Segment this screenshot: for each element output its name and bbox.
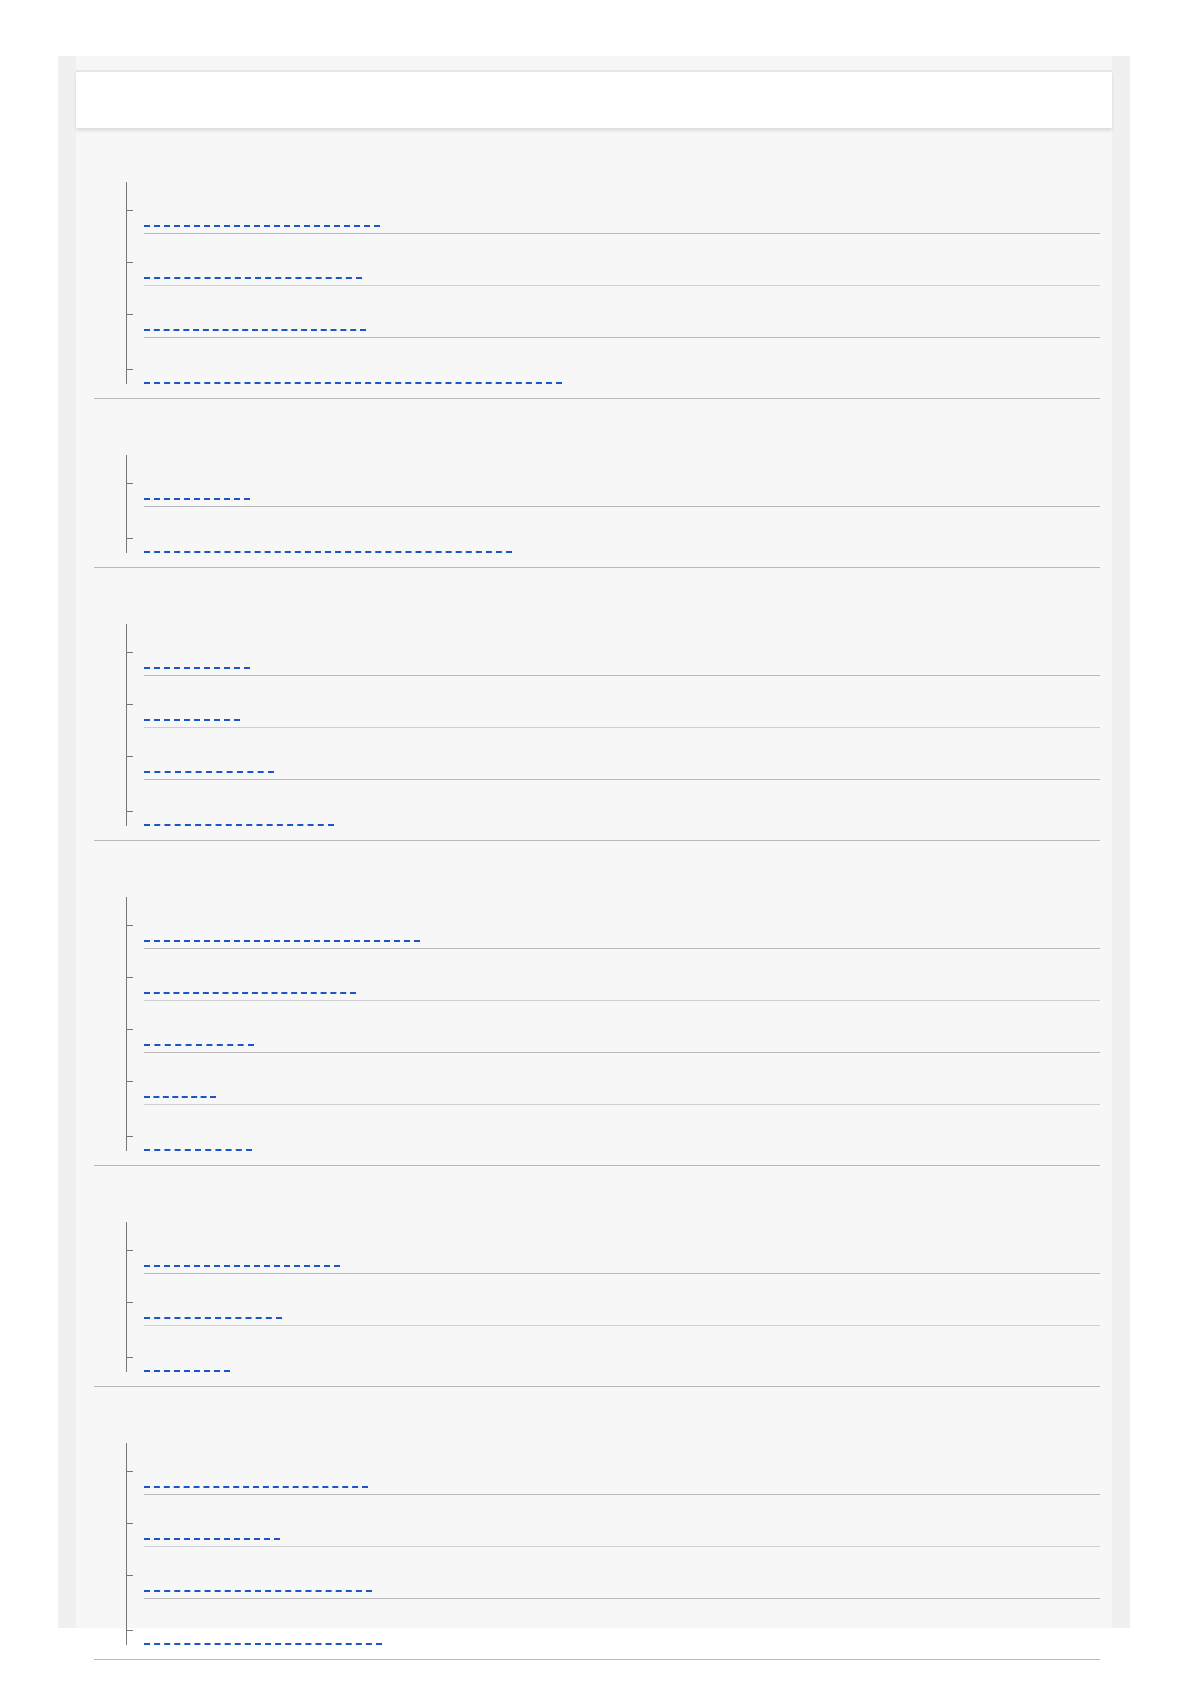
toc-tree <box>126 1443 1100 1645</box>
toc-link[interactable] <box>144 1133 252 1151</box>
toc-tree <box>126 624 1100 826</box>
toc-section <box>94 126 1100 399</box>
toc-tree <box>126 455 1100 553</box>
toc-link[interactable] <box>144 1249 340 1267</box>
table-of-contents <box>94 126 1100 1660</box>
toc-link[interactable] <box>144 366 562 384</box>
toc-item <box>144 1053 1100 1105</box>
toc-item <box>144 507 1100 553</box>
toc-link[interactable] <box>144 1574 372 1592</box>
toc-link[interactable] <box>144 313 366 331</box>
toc-link[interactable] <box>144 209 380 227</box>
toc-item <box>144 455 1100 507</box>
toc-section <box>94 1166 1100 1387</box>
toc-link[interactable] <box>144 1522 280 1540</box>
toc-link[interactable] <box>144 703 240 721</box>
toc-item <box>144 338 1100 384</box>
toc-tree <box>126 897 1100 1151</box>
toc-link[interactable] <box>144 482 250 500</box>
toc-item <box>144 728 1100 780</box>
toc-item <box>144 1001 1100 1053</box>
toc-item <box>144 182 1100 234</box>
toc-link[interactable] <box>144 1354 230 1372</box>
toc-link[interactable] <box>144 976 356 994</box>
toc-item <box>144 1495 1100 1547</box>
toc-item <box>144 949 1100 1001</box>
toc-item <box>144 1222 1100 1274</box>
toc-link[interactable] <box>144 651 250 669</box>
toc-link[interactable] <box>144 924 420 942</box>
toc-section <box>94 399 1100 568</box>
toc-section <box>94 1387 1100 1660</box>
toc-item <box>144 1274 1100 1326</box>
toc-item <box>144 286 1100 338</box>
toc-link[interactable] <box>144 808 334 826</box>
toc-item <box>144 624 1100 676</box>
toc-link[interactable] <box>144 535 512 553</box>
toc-item <box>144 234 1100 286</box>
toc-item <box>144 897 1100 949</box>
toc-link[interactable] <box>144 261 362 279</box>
toc-section <box>94 841 1100 1166</box>
toc-item <box>144 1443 1100 1495</box>
toc-tree <box>126 1222 1100 1372</box>
header-bar <box>76 70 1112 128</box>
toc-link[interactable] <box>144 1470 368 1488</box>
toc-link[interactable] <box>144 1627 382 1645</box>
toc-item <box>144 1326 1100 1372</box>
toc-link[interactable] <box>144 1301 282 1319</box>
toc-item <box>144 1547 1100 1599</box>
toc-link[interactable] <box>144 1080 216 1098</box>
toc-tree <box>126 182 1100 384</box>
toc-section <box>94 568 1100 841</box>
toc-item <box>144 780 1100 826</box>
toc-item <box>144 676 1100 728</box>
toc-item <box>144 1599 1100 1645</box>
toc-link[interactable] <box>144 755 274 773</box>
toc-link[interactable] <box>144 1028 254 1046</box>
toc-item <box>144 1105 1100 1151</box>
